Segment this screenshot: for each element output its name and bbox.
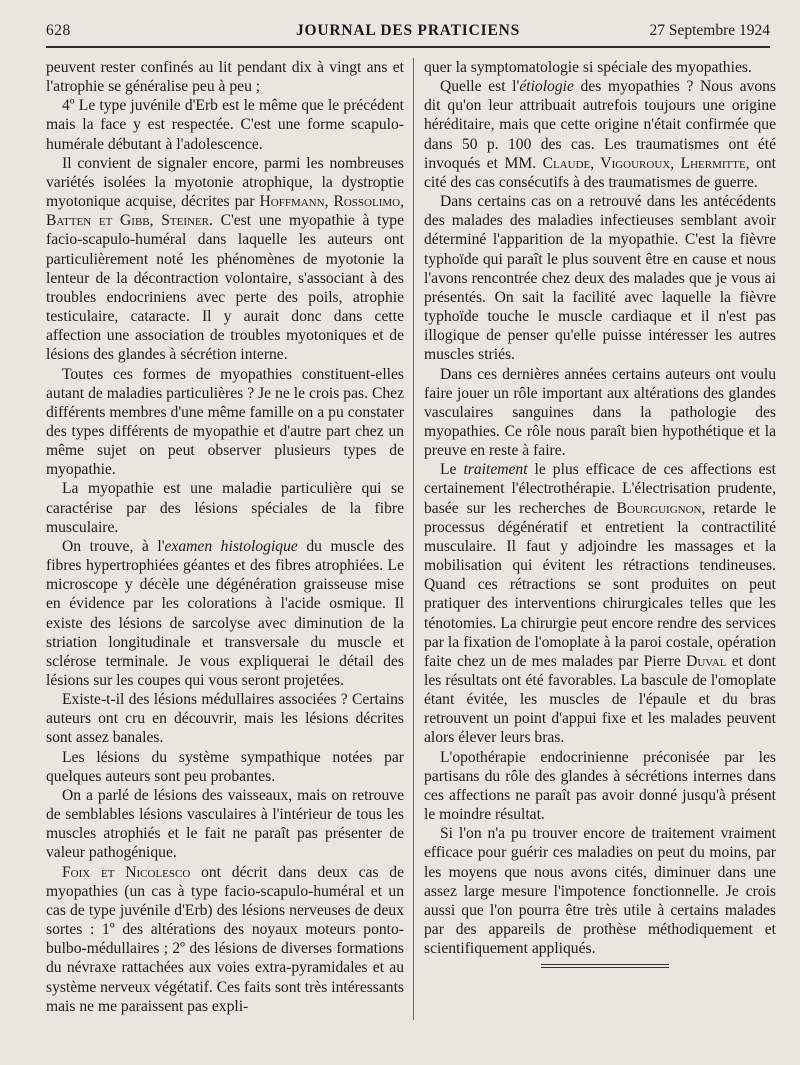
paragraph: 4º Le type juvénile d'Erb est le même que le précédent mais la face y est respectée. C'est une forme scapulo-humérale débutant à l'adolescence. xyxy=(46,97,404,153)
paragraph: La myopathie est une maladie particulière qui se caractérise par des lésions spéciales de la fibre musculaire. xyxy=(46,480,404,536)
text-run: C'est une myopathie à type facio-scapulo-huméral dans laquelle les auteurs ont particulièrement noté les phénomènes de myotonie la lenteur de la décontraction volontaire, s'associant à des troubles endocriniens avec perte des poils, atrophie testiculaire, cataracte. Il y aurait donc dans cette affection une association de troubles myotoniques et de lésions des glandes à sécrétion interne. xyxy=(46,212,404,364)
text-run: On trouve, à l' xyxy=(62,537,165,555)
text-run: ont cité des cas consécutifs à des traumatismes de guerre. xyxy=(424,154,777,191)
emphasis: étiologie xyxy=(519,78,574,96)
paragraph xyxy=(424,77,776,192)
running-head xyxy=(46,20,770,48)
paragraph: Dans certains cas on a retrouvé dans les antécédents des malades des maladies infectieuses semblant avoir déterminé l'apparition de la myopathie. C'est la fièvre typhoïde qui paraît le plus souvent être en cause et nous l'avons rencontrée chez deux des malades que je vous ai présentés. On sait la facilité avec laquelle la fièvre typhoïde touche le muscle cardiaque et il n'est pas illogique de penser qu'elle puisse intéresser les autres muscles striés. xyxy=(424,193,776,364)
text-run: et dont les résultats ont été favorables. La bascule de l'omoplate étant évitée, les muscles de l'épaule et du bras retrouvent un point d'appui fixe et les malades peuvent alors élever leurs bras. xyxy=(424,652,776,747)
paragraph: Dans ces dernières années certains auteurs ont voulu faire jouer un rôle important aux altérations des glandes vasculaires sanguines dans la pathologie des myopathies. Ce rôle nous paraît bien hypothétique et la preuve en reste à faire. xyxy=(424,365,776,460)
author-names: Duval xyxy=(686,652,727,670)
paragraph: Toutes ces formes de myopathies constituent-elles autant de maladies particulières ? Je ne le crois pas. Chez différents membres d'une même famille on a pu constater des types différents de myopathie et d'autre part chez un même sujet on peut observer plusieurs types de myopathie. xyxy=(46,365,404,479)
page-number: 628 xyxy=(46,22,71,39)
paragraph: Les lésions du système sympathique notées par quelques auteurs sont peu probantes. xyxy=(46,748,404,785)
text-run: Le xyxy=(440,461,464,479)
issue-date: 27 Septembre 1924 xyxy=(649,22,770,39)
left-column xyxy=(46,58,404,1016)
author-names: Claude, Vigouroux, Lhermitte, xyxy=(542,154,750,172)
right-column xyxy=(424,58,776,958)
journal-title: JOURNAL DES PRATICIENS xyxy=(295,22,521,39)
paragraph: Si l'on n'a pu trouver encore de traitement vraiment efficace pour guérir ces maladies on peut du moins, par les moyens que nous avons cités, diminuer dans une assez large mesure l'impotence fonctionnelle. Je crois aussi que l'on pourra être très utile à certains malades par des appareils de prothèse méthodiquement et scientifiquement appliqués. xyxy=(424,825,776,958)
paragraph: Existe-t-il des lésions médullaires associées ? Certains auteurs ont cru en découvrir, mais les lésions décrites sont assez banales. xyxy=(46,691,404,747)
paragraph xyxy=(46,154,404,365)
end-rule xyxy=(541,964,669,965)
text-run: le plus efficace de ces affections est certainement l'électrothérapie. L'électrisation prudente, basée sur les recherches de xyxy=(424,461,776,517)
text-run: Il convient de signaler encore, parmi les nombreuses variétés isolées la myotonie atrophique, la dystroptie myotonique acquise, décrites par xyxy=(46,154,404,211)
paragraph xyxy=(46,537,404,690)
column-divider xyxy=(413,58,414,1020)
emphasis: examen histologique xyxy=(164,537,298,555)
author-names: Hoffmann, Rossolimo, Batten et Gibb, Steiner. xyxy=(46,193,404,230)
text-run: retarde le processus dégénératif et entretient la contractilité musculaire. Il faut y adjoindre les massages et la mobilisation qui évitent les rétractions tendineuses. Quand ces rétractions se sont produites on peut pratiquer des interventions chirurgicales telles que les ténotomies. La chirurgie peut encore rendre des services par la fixation de l'omoplate à la paroi costale, opération faite chez un de mes malades par Pierre xyxy=(424,499,776,670)
text-run: ont décrit dans deux cas de myopathies (un cas à type facio-scapulo-huméral et un cas de type juvénile d'Erb) des lésions nerveuses de deux sortes : 1º des altérations des noyaux moteurs ponto-bulbo-médullaires ; 2º des lésions de diverses formations du névraxe rattachées aux voies extra-pyramidales et au système nerveux végétatif. Ces faits sont très intéressants mais ne me paraissent pas expli- xyxy=(46,863,404,1015)
paragraph xyxy=(424,460,776,747)
text-run: des myopathies ? Nous avons dit qu'on leur attribuait autrefois toujours une origine héréditaire, mais que cette origine n'était confirmée que dans 50 p. 100 des cas. Les traumatismes ont été invoqués et MM. xyxy=(424,78,776,172)
text-run: du muscle des fibres hypertrophiées géantes et des fibres atrophiées. Le microscope y décèle une dégénération graisseuse mise en évidence par les colorations à l'acide osmique. Il existe des lésions de sarcolyse avec diminution de la striation longitudinale et transversale du muscle et sclérose terminale. Je vous expliquerai le détail des lésions sur les coupes qui vous seront projetées. xyxy=(46,537,404,689)
paragraph: L'opothérapie endocrinienne préconisée par les partisans du rôle des glandes à sécrétions internes dans ces affections ne paraît pas avoir donné jusqu'à présent le moindre résultat. xyxy=(424,748,776,824)
paragraph xyxy=(46,863,404,1016)
paragraph: On a parlé de lésions des vaisseaux, mais on retrouve de semblables lésions vasculaires à l'intérieur de tous les muscles atrophiés et le fait ne paraît pas présenter de valeur pathogénique. xyxy=(46,786,404,862)
text-run: Quelle est l' xyxy=(440,78,520,96)
author-names: Foix et Nicolesco xyxy=(62,863,191,881)
emphasis: traitement xyxy=(463,461,528,479)
end-rule xyxy=(541,967,669,968)
paragraph: peuvent rester confinés au lit pendant dix à vingt ans et l'atrophie se généralise peu à peu ; xyxy=(46,59,404,96)
paragraph: quer la symptomatologie si spéciale des myopathies. xyxy=(424,59,752,76)
author-names: Bourguignon, xyxy=(616,499,706,517)
